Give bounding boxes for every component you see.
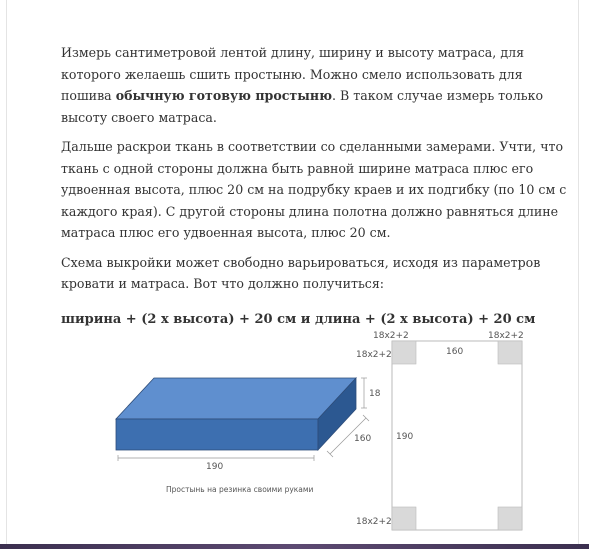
length-label: 190 [206, 462, 224, 472]
corner-label-top-left: 18x2+2 [373, 331, 409, 341]
bottom-bar [0, 544, 589, 549]
width-label: 160 [354, 434, 372, 444]
sheet-pattern-figure [108, 326, 528, 536]
figure-caption: Простынь на резинка своими руками [166, 485, 314, 494]
para1-text: Измерь сантиметровой лентой длину, ширину и высоту матраса, для которого желаешь сшить простыню. Можно смело использовать для пошива [61, 45, 525, 103]
figure-svg [108, 326, 528, 536]
mattress-front-face [116, 419, 318, 450]
paragraph-measure [61, 42, 573, 128]
pattern-length-label: 190 [396, 432, 414, 442]
mattress-illustration [116, 378, 356, 450]
height-dimension [361, 378, 367, 408]
pattern-width-label: 160 [446, 347, 464, 357]
corner-label-top-right: 18x2+2 [488, 331, 524, 341]
paragraph-scheme: Схема выкройки может свободно варьироваться, исходя из параметров кровати и матраса. Вот что должно получиться: [61, 254, 541, 291]
corner-label-bottom-left: 18x2+2 [356, 517, 392, 527]
formula: ширина + (2 х высота) + 20 см и длина + (2 х высота) + 20 см [61, 311, 536, 327]
corner-label-left-top: 18x2+2 [356, 350, 392, 360]
length-dimension [118, 455, 314, 461]
para1-tail: . В таком случае измерь только высоту своего матраса. [61, 88, 544, 125]
height-label: 18 [369, 389, 381, 399]
paragraph-cut: Дальше раскрои ткань в соответствии со сделанными замерами. Учти, что ткань с одной стороны должна быть равной ширине матраса плюс его удвоенная высота, плюс 20 см на подрубку краев и их подгибку (по 10 см с каждого края). С другой стороны длина полотна должно равняться длине матраса плюс его удвоенная высота, плюс 20 см. [61, 139, 567, 240]
para1-bold: обычную готовую простыню [115, 88, 332, 103]
corner-cutout-bottom-left [392, 507, 416, 530]
mattress-top-face [116, 378, 356, 419]
article-body [61, 42, 573, 330]
corner-cutout-top-right [498, 341, 522, 364]
corner-cutout-top-left [392, 341, 416, 364]
corner-cutout-bottom-right [498, 507, 522, 530]
